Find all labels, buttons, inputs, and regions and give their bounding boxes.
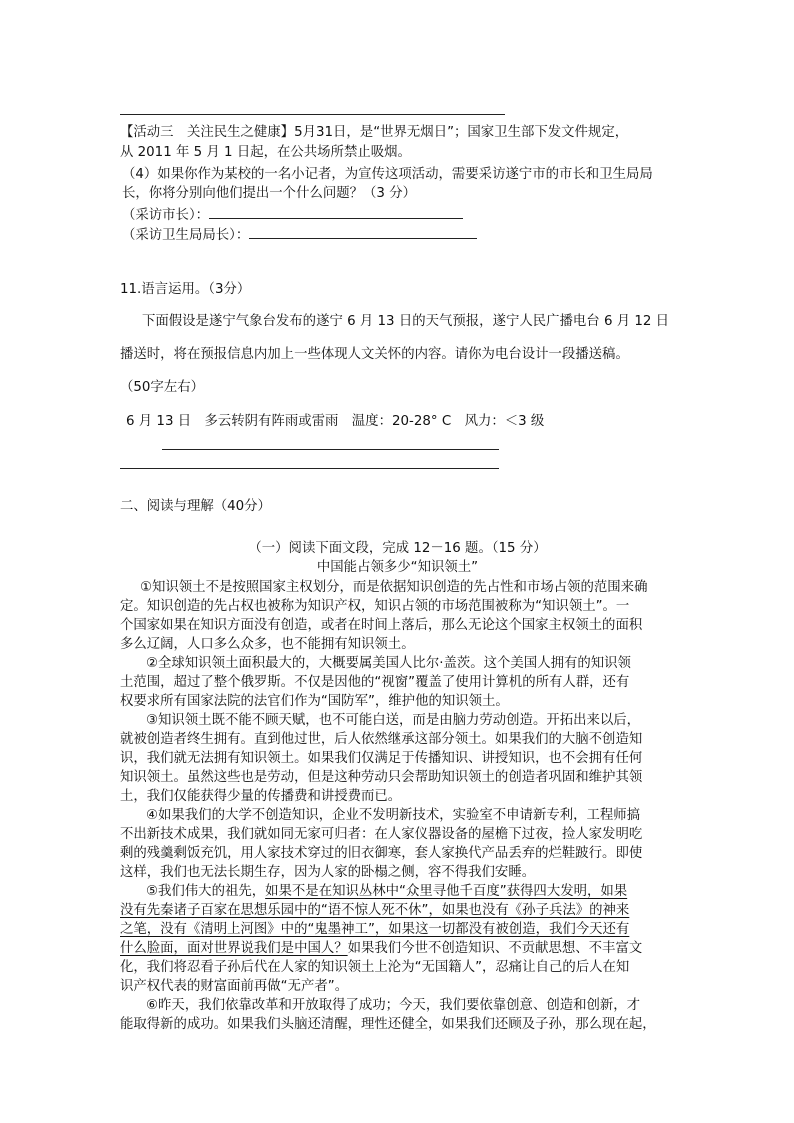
question4-line2: 长，你将分别向他们提出一个什么问题？（3 分） [122, 186, 416, 201]
p5-line2: 没有先秦诸子百家在思想乐园中的“语不惊人死不休”，如果也没有《孙子兵法》的神来 [120, 903, 630, 918]
activity3-line2: 从 2011 年 5 月 1 日起，在公共场所禁止吸烟。 [120, 145, 411, 160]
q11-answer-line-1[interactable] [162, 449, 499, 450]
p4-line1: ④如果我们的大学不创造知识，企业不发明新技术，实验室不申请新专利，工程师搞 [146, 808, 641, 823]
mayor-label: （采访市长）： [122, 208, 210, 223]
q11-forecast: 6 月 13 日 多云转阴有阵雨或雷雨 温度：20-28° C 风力：＜3 级 [126, 414, 545, 429]
p6-line1: ⑥昨天，我们依靠改革和开放取得了成功；今天，我们要依靠创意、创造和创新，才 [146, 998, 641, 1013]
reading1-header: （一）阅读下面文段，完成 12－16 题。（15 分） [248, 541, 547, 556]
p5-line4-plain: 如果我们今世不创造知识、不贡献思想、不丰富文 [347, 941, 643, 956]
q11-title: 11.语言运用。（3分） [120, 282, 251, 297]
p1-line4: 多么辽阔，人口多么众多，也不能拥有知识领土。 [120, 637, 415, 652]
q11-note: （50字左右） [120, 380, 204, 395]
p4-line3: 剩的残羹剩饭充饥，用人家技术穿过的旧衣御寒，套人家换代产品丢弃的烂鞋跛行。即使 [120, 846, 643, 861]
health-question-row [122, 224, 477, 243]
p5-line5: 化，我们将忍看子孙后代在人家的知识领土上沦为“无国籍人”，忍痛让自己的后人在知 [120, 960, 630, 975]
p2-line2: 土范围，超过了整个俄罗斯。不仅是因他的“视窗”覆盖了使用计算机的所有人群，还有 [120, 675, 630, 690]
p3-line3: 识，我们就无法拥有知识领土。如果我们仅满足于传播知识、讲授知识，也不会拥有任何 [120, 751, 643, 766]
question4-line1: （4）如果你作为某校的一名小记者，为宣传这项活动，需要采访遂宁市的市长和卫生局局 [122, 167, 653, 182]
reading1-title: 中国能占领多少“知识领土” [316, 560, 479, 575]
p3-line1: ③知识领土既不能不顾天赋，也不可能白送，而是由脑力劳动创造。开拓出来以后， [146, 713, 641, 728]
p4-line2: 不出新技术成果，我们就如同无家可归者：在人家仪器设备的屋檐下过夜，捡人家发明吃 [120, 827, 643, 842]
p2-line1: ②全球知识领土面积最大的，大概要属美国人比尔·盖茨。这个美国人拥有的知识领 [146, 656, 631, 671]
p2-line3: 权要求所有国家法院的法官们作为“国防军”，维护他的知识领土。 [120, 694, 509, 709]
p5-line1 [146, 880, 627, 899]
p4-line4: 这样，我们也无法长期生存，因为人家的卧榻之侧，容不得我们安睡。 [120, 865, 536, 880]
p5-line4 [120, 937, 642, 956]
p5-line1-plain: ⑤我们伟大的祖先， [146, 884, 266, 899]
p3-line4: 知识领土。虽然这些也是劳动，但是这种劳动只会帮助知识领土的创造者巩固和维护其领 [120, 770, 643, 785]
health-label: （采访卫生局局长）： [122, 228, 250, 243]
p5-line3: 之笔，没有《清明上河图》中的“鬼墨神工”，如果这一切都没有被创造，我们今天还有 [120, 922, 630, 937]
p1-line3: 个国家如果在知识方面没有创造，或者在时间上落后，那么无论这个国家主权领土的面积 [120, 618, 643, 633]
q11-answer-line-2[interactable] [120, 468, 499, 469]
p5-line6: 识产权代表的财富面前再做“无产者”。 [120, 979, 349, 994]
p5-line4-underlined: 什么脸面，面对世界说我们是中国人？ [120, 941, 348, 956]
health-answer-blank[interactable] [249, 226, 477, 239]
mayor-answer-blank[interactable] [209, 206, 463, 219]
p5-line1-underlined: 如果不是在知识丛林中“众里寻他千百度”获得四大发明，如果 [265, 884, 628, 899]
section2-title: 二、阅读与理解（40分） [120, 499, 271, 514]
p3-line5: 土，我们仅能获得少量的传播费和讲授费而已。 [120, 789, 402, 804]
p1-line2: 定。知识创造的先占权也被称为知识产权，知识占领的市场范围被称为“知识领土”。一 [120, 599, 630, 614]
top-rule [120, 114, 505, 115]
activity3-title: 【活动三 关注民生之健康】5月31日，是“世界无烟日”；国家卫生部下发文件规定， [120, 125, 629, 140]
q11-para1: 下面假设是遂宁气象台发布的遂宁 6 月 13 日的天气预报，遂宁人民广播电台 6 月 12 日 [142, 314, 670, 329]
p3-line2: 就被创造者终生拥有。直到他过世，后人依然继承这部分领土。如果我们的大脑不创造知 [120, 732, 643, 747]
p1-line1: ①知识领土不是按照国家主权划分，而是依据知识创造的先占性和市场占领的范围来确 [140, 580, 648, 595]
q11-para2: 播送时，将在预报信息内加上一些体现人文关怀的内容。请你为电台设计一段播送稿。 [120, 347, 629, 362]
p6-line2: 能取得新的成功。如果我们头脑还清醒，理性还健全，如果我们还顾及子孙，那么现在起， [120, 1017, 656, 1032]
mayor-question-row [122, 204, 463, 223]
